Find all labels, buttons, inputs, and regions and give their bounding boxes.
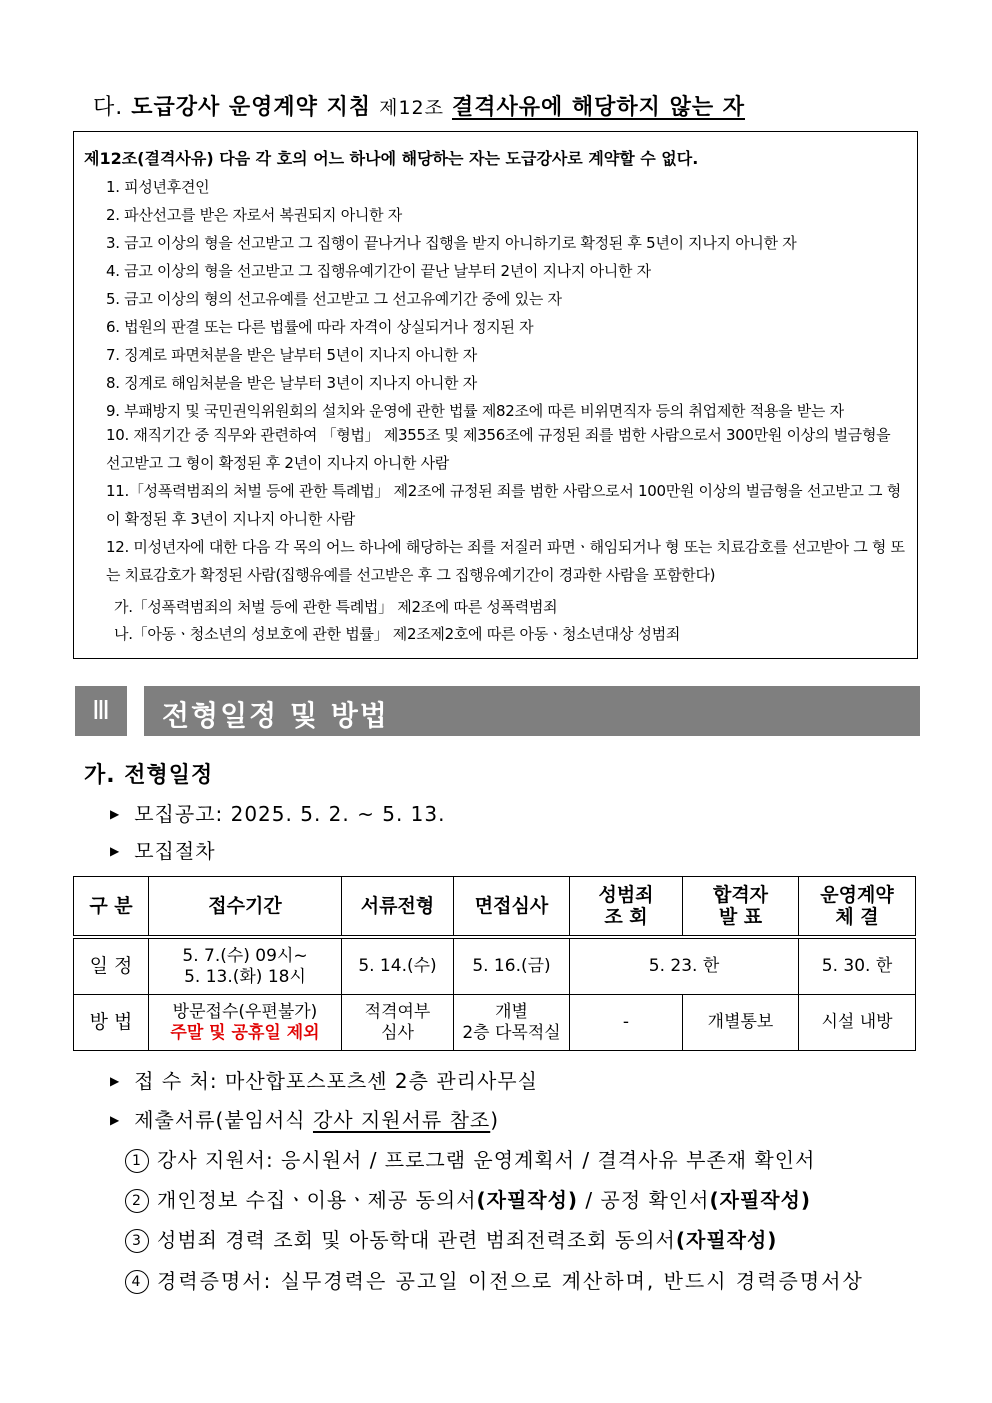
handwritten-note: (자필작성) bbox=[709, 1188, 812, 1212]
circled-number: 2 bbox=[125, 1189, 149, 1213]
article-subitem: 가.「성폭력범죄의 처벌 등에 관한 특례법」 제2조에 따른 성폭력범죄 bbox=[114, 598, 558, 616]
header-cell: 구 분 bbox=[74, 877, 149, 938]
contract-date: 5. 30. 한 bbox=[799, 937, 916, 995]
header-cell: 성범죄 조 회 bbox=[570, 877, 683, 938]
section-da-title-bold: 도급강사 운영계약 지침 bbox=[131, 95, 372, 120]
header-cell: 서류전형 bbox=[342, 877, 454, 938]
submission-doc-item bbox=[125, 1184, 811, 1213]
header-cell: 면접심사 bbox=[454, 877, 570, 938]
article-item: 6. 법원의 판결 또는 다른 법률에 따라 자격이 상실되거나 정지된 자 bbox=[106, 318, 534, 336]
header-cell: 합격자 발 표 bbox=[683, 877, 799, 938]
header-cell: 운영계약 체 결 bbox=[799, 877, 916, 938]
announce-method: 개별통보 bbox=[683, 995, 799, 1051]
row-label: 일 정 bbox=[74, 937, 149, 995]
document-method-line: 심사 bbox=[381, 1022, 414, 1043]
check-method: - bbox=[570, 995, 683, 1051]
table-row bbox=[74, 937, 916, 995]
article-item: 10. 재직기간 중 직무와 관련하여 「형법」 제355조 및 제356조에 규정된 죄를 범한 사람으로서 300만원 이상의 벌금형을 선고받고 그 형이 확정된 후 2년이 지나지 아니한 사람 bbox=[106, 426, 891, 472]
interview-method-line: 2층 다목적실 bbox=[462, 1022, 561, 1043]
interview-method-cell bbox=[454, 995, 570, 1051]
bullet-recruit-notice bbox=[110, 798, 445, 827]
triangle-bullet-icon: ▶ bbox=[110, 1113, 121, 1127]
bullet-submission-place bbox=[110, 1065, 538, 1094]
circled-number: 1 bbox=[125, 1149, 149, 1173]
bullet-submission-docs bbox=[110, 1104, 499, 1133]
article-subitem: 나.「아동ㆍ청소년의 성보호에 관한 법률」 제2조제2호에 따른 아동ㆍ청소년대상 성범죄 bbox=[114, 625, 681, 643]
section-da-article-no: 제12조 bbox=[379, 97, 444, 119]
article-item: 3. 금고 이상의 형을 선고받고 그 집행이 끝나거나 집행을 받지 아니하기로 확정된 후 5년이 지나지 아니한 자 bbox=[106, 234, 797, 252]
handwritten-note: (자필작성) bbox=[675, 1228, 778, 1252]
circled-number: 4 bbox=[125, 1270, 149, 1294]
article-item: 7. 징계로 파면처분을 받은 날부터 5년이 지나지 아니한 자 bbox=[106, 346, 477, 364]
section-title: 전형일정 및 방법 bbox=[162, 699, 389, 732]
docs-suffix: ) bbox=[490, 1108, 500, 1132]
doc-text: 경력증명서: 실무경력은 공고일 이전으로 계산하며, 반드시 경력증명서상 bbox=[157, 1269, 864, 1293]
article-heading: 제12조(결격사유) 다음 각 호의 어느 하나에 해당하는 자는 도급강사로 계약할 수 없다. bbox=[84, 149, 699, 168]
doc-text: 강사 지원서: 응시원서 / 프로그램 운영계획서 / 결격사유 부존재 확인서 bbox=[157, 1148, 816, 1172]
reception-method-cell bbox=[149, 995, 342, 1051]
reception-exclusion-note: 주말 및 공휴일 제외 bbox=[170, 1022, 320, 1043]
triangle-bullet-icon: ▶ bbox=[110, 844, 121, 858]
check-announce-date: 5. 23. 한 bbox=[570, 937, 799, 995]
submission-doc-item bbox=[125, 1224, 777, 1253]
docs-prefix: 제출서류(붙임서식 bbox=[134, 1108, 313, 1132]
submission-doc-item bbox=[125, 1265, 864, 1294]
reception-start: 5. 7.(수) 09시~ bbox=[182, 945, 308, 966]
submission-doc-item bbox=[125, 1144, 815, 1173]
triangle-bullet-icon: ▶ bbox=[110, 1074, 121, 1088]
article-item: 8. 징계로 해임처분을 받은 날부터 3년이 지나지 아니한 자 bbox=[106, 374, 477, 392]
document-date: 5. 14.(수) bbox=[342, 937, 454, 995]
interview-method-line: 개별 bbox=[495, 1001, 528, 1022]
document-method-line: 적격여부 bbox=[364, 1001, 431, 1022]
article-box bbox=[73, 131, 918, 659]
article-item: 4. 금고 이상의 형을 선고받고 그 집행유예기간이 끝난 날부터 2년이 지나지 아니한 자 bbox=[106, 262, 651, 280]
document-method-cell bbox=[342, 995, 454, 1051]
section-title-bar bbox=[144, 686, 920, 736]
article-item: 11.「성폭력범죄의 처벌 등에 관한 특례법」 제2조에 규정된 죄를 범한 사람으로서 100만원 이상의 벌금형을 선고받고 그 형이 확정된 후 3년이 지나지 아니한 사람 bbox=[106, 482, 901, 528]
handwritten-note: (자필작성) bbox=[476, 1188, 579, 1212]
table-header-row bbox=[74, 877, 916, 938]
section-da-heading bbox=[93, 90, 745, 121]
article-item: 1. 피성년후견인 bbox=[106, 178, 210, 196]
header-cell: 접수기간 bbox=[149, 877, 342, 938]
contract-method: 시설 내방 bbox=[799, 995, 916, 1051]
submission-place-text: 접 수 처: 마산합포스포츠센 2층 관리사무실 bbox=[134, 1069, 538, 1093]
article-item: 2. 파산선고를 받은 자로서 복권되지 아니한 자 bbox=[106, 206, 402, 224]
article-item: 12. 미성년자에 대한 다음 각 목의 어느 하나에 해당하는 죄를 저질러 파면ㆍ해임되거나 형 또는 치료감호를 선고받아 그 형 또는 치료감호가 확정된 사람(집행유예를 선고받은 후 그 집행유예기간이 경과한 사람을 포함한다) bbox=[106, 538, 905, 584]
section-number-badge: Ⅲ bbox=[75, 686, 127, 736]
table-row bbox=[74, 995, 916, 1051]
reception-method: 방문접수(우편불가) bbox=[172, 1001, 318, 1022]
triangle-bullet-icon: ▶ bbox=[110, 807, 121, 821]
section-da-title-underlined: 결격사유에 해당하지 않는 자 bbox=[451, 95, 745, 120]
reception-end: 5. 13.(화) 18시 bbox=[184, 966, 306, 987]
schedule-table bbox=[73, 876, 916, 1051]
interview-date: 5. 16.(금) bbox=[454, 937, 570, 995]
circled-number: 3 bbox=[125, 1229, 149, 1253]
bullet-procedure bbox=[110, 835, 216, 864]
docs-reference: 강사 지원서류 참조 bbox=[312, 1108, 491, 1132]
doc-text: / 공정 확인서 bbox=[578, 1188, 710, 1212]
article-item: 9. 부패방지 및 국민권익위원회의 설치와 운영에 관한 법률 제82조에 따른 비위면직자 등의 취업제한 적용을 받는 자 bbox=[106, 402, 844, 420]
reception-period-cell bbox=[149, 937, 342, 995]
row-label: 방 법 bbox=[74, 995, 149, 1051]
procedure-text: 모집절차 bbox=[134, 839, 216, 863]
article-item: 5. 금고 이상의 형의 선고유예를 선고받고 그 선고유예기간 중에 있는 자 bbox=[106, 290, 562, 308]
subsection-heading: 가. 전형일정 bbox=[84, 763, 214, 788]
doc-text: 개인정보 수집ㆍ이용ㆍ제공 동의서 bbox=[157, 1188, 477, 1212]
recruit-notice-text: 모집공고: 2025. 5. 2. ~ 5. 13. bbox=[134, 802, 446, 826]
doc-text: 성범죄 경력 조회 및 아동학대 관련 범죄전력조회 동의서 bbox=[157, 1228, 676, 1252]
section-da-prefix: 다. bbox=[93, 95, 124, 120]
